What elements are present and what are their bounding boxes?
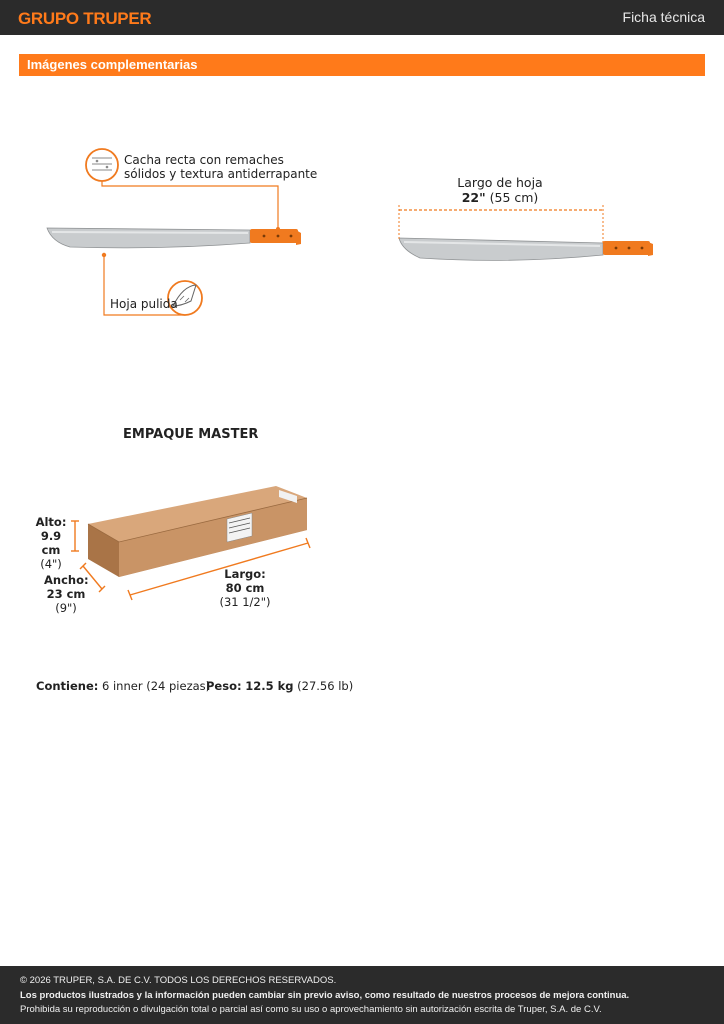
- machete-right-image: [399, 238, 653, 260]
- box-length-label: [215, 567, 275, 609]
- box-width-value: 23 cm: [46, 587, 86, 601]
- blade-length-value: [440, 190, 560, 205]
- weight-value: 12.5 kg: [245, 679, 294, 693]
- handle-callout-line-2: sólidos y textura antiderrapante: [124, 167, 318, 181]
- box-height-label: [30, 515, 72, 571]
- weight-spec: [206, 679, 353, 693]
- contains-label: Contiene:: [36, 679, 99, 693]
- box-length-inches: (31 1/2"): [219, 595, 271, 609]
- footer-prohibition: Prohibida su reproducción o divulgación total o parcial así como su uso o aprovechamiento sin autorización escrita de Truper, S.A. de C.V.: [20, 1004, 602, 1015]
- page-footer: [0, 966, 724, 1024]
- box-height-inches: (4"): [40, 557, 62, 571]
- weight-alt: (27.56 lb): [297, 679, 354, 693]
- blade-length-label: [440, 175, 560, 205]
- box-height-value: 9.9 cm: [40, 529, 62, 557]
- document-type: Ficha técnica: [622, 9, 705, 25]
- blade-length-dimension: [399, 205, 603, 243]
- machete-left-image: [47, 228, 301, 248]
- section-title: Imágenes complementarias: [27, 57, 198, 72]
- contains-value: 6 inner (24 piezas): [102, 679, 211, 693]
- footer-copyright: © 2026 TRUPER, S.A. DE C.V. TODOS LOS DERECHOS RESERVADOS.: [20, 975, 337, 986]
- blade-length-inches: 22": [461, 190, 486, 205]
- brand-logo: GRUPO TRUPER: [18, 9, 152, 28]
- weight-label: Peso:: [206, 679, 242, 693]
- blade-callout-text: Hoja pulida: [110, 297, 178, 311]
- master-pack-heading: EMPAQUE MASTER: [123, 427, 259, 442]
- box-width-label: [44, 573, 88, 615]
- box-height-title: Alto:: [35, 515, 67, 529]
- handle-callout-line-1: Cacha recta con remaches: [124, 153, 284, 167]
- blade-length-cm: (55 cm): [489, 190, 539, 205]
- handle-callout-text: [124, 153, 317, 181]
- box-length-title: Largo:: [224, 567, 266, 581]
- contains-spec: [36, 679, 210, 693]
- box-length-value: 80 cm: [225, 581, 265, 595]
- box-width-inches: (9"): [55, 601, 77, 615]
- footer-notice: Los productos ilustrados y la información pueden cambiar sin previo aviso, como resultado de nuestros procesos de mejora continua.: [20, 990, 630, 1001]
- box-width-title: Ancho:: [44, 573, 89, 587]
- blade-length-title: Largo de hoja: [457, 175, 543, 190]
